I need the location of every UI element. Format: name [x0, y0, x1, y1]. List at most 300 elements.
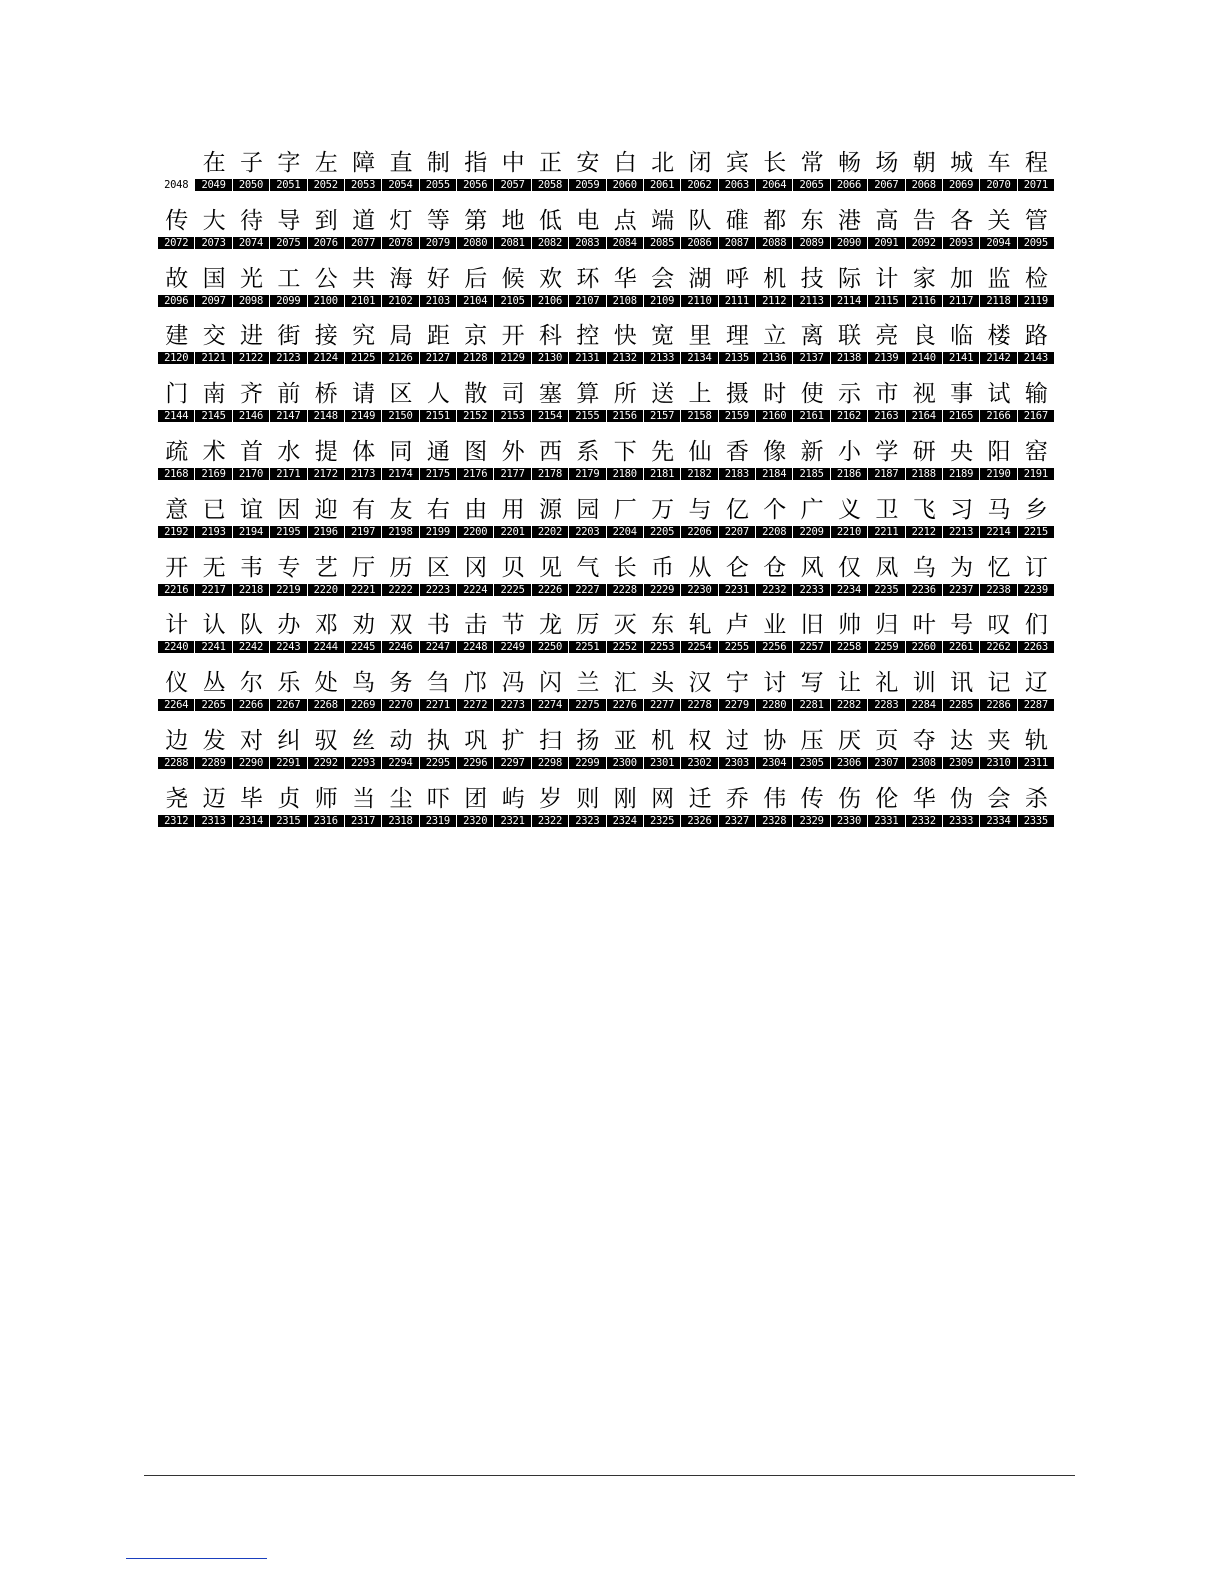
- character-glyph: 凤: [875, 554, 899, 581]
- character-glyph: 后: [464, 265, 488, 292]
- character-glyph: 队: [239, 612, 263, 639]
- character-code-label: 2128: [457, 352, 493, 364]
- table-row: [158, 495, 1055, 553]
- character-glyph: 艺: [314, 554, 338, 581]
- character-glyph: 订: [1024, 554, 1048, 581]
- character-code-label: 2104: [457, 295, 493, 307]
- character-glyph: 海: [389, 265, 413, 292]
- character-glyph: 广: [800, 496, 824, 523]
- character-code-label: 2184: [756, 468, 792, 480]
- character-code-label: 2233: [793, 584, 829, 596]
- character-code-label: 2277: [644, 699, 680, 711]
- character-cell: [793, 264, 830, 308]
- character-code-label: 2094: [980, 237, 1016, 249]
- character-code-label: 2105: [494, 295, 530, 307]
- character-code-label: 2210: [831, 526, 867, 538]
- character-code-label: 2079: [420, 237, 456, 249]
- character-cell: [756, 206, 793, 250]
- character-code-label: 2217: [195, 584, 231, 596]
- character-glyph: 驭: [314, 727, 338, 754]
- character-code-label: 2227: [569, 584, 605, 596]
- table-row: [158, 437, 1055, 495]
- character-code-label: 2229: [644, 584, 680, 596]
- character-cell: [494, 379, 531, 423]
- character-glyph: 碓: [725, 207, 749, 234]
- character-code-label: 2256: [756, 641, 792, 653]
- character-cell: [494, 668, 531, 712]
- character-glyph: 当: [352, 785, 376, 812]
- character-glyph: 务: [389, 670, 413, 697]
- character-glyph: 体: [352, 438, 376, 465]
- character-cell: [719, 206, 756, 250]
- character-code-label: 2108: [607, 295, 643, 307]
- character-code-label: 2145: [195, 410, 231, 422]
- character-glyph: 道: [352, 207, 376, 234]
- character-code-label: 2258: [831, 641, 867, 653]
- character-cell: [681, 321, 718, 365]
- character-code-label: 2318: [382, 815, 418, 827]
- character-glyph: 告: [912, 207, 936, 234]
- character-glyph: 好: [426, 265, 450, 292]
- character-code-label: 2269: [345, 699, 381, 711]
- character-glyph: 轨: [1024, 727, 1048, 754]
- character-glyph: 塞: [538, 381, 562, 408]
- character-code-label: 2151: [420, 410, 456, 422]
- character-code-label: 2293: [345, 757, 381, 769]
- character-code-label: 2195: [270, 526, 306, 538]
- character-cell: [457, 148, 494, 192]
- character-code-label: 2124: [308, 352, 344, 364]
- character-code-label: 2147: [270, 410, 306, 422]
- character-code-label: 2287: [1018, 699, 1054, 711]
- character-cell: [943, 437, 980, 481]
- character-cell: [943, 495, 980, 539]
- character-cell: [980, 437, 1017, 481]
- character-cell: [906, 668, 943, 712]
- character-glyph: 会: [651, 265, 675, 292]
- character-glyph: 待: [239, 207, 263, 234]
- character-cell: [457, 206, 494, 250]
- character-cell: [868, 206, 905, 250]
- character-code-label: 2207: [719, 526, 755, 538]
- character-code-label: 2221: [345, 584, 381, 596]
- character-cell: [158, 553, 195, 597]
- character-code-label: 2062: [681, 179, 717, 191]
- character-cell: [756, 379, 793, 423]
- character-glyph: 术: [202, 438, 226, 465]
- character-cell: [457, 553, 494, 597]
- character-glyph: 路: [1024, 323, 1048, 350]
- character-code-label: 2123: [270, 352, 306, 364]
- character-glyph: 仑: [725, 554, 749, 581]
- character-cell: [345, 668, 382, 712]
- character-glyph: 贞: [277, 785, 301, 812]
- character-code-label: 2231: [719, 584, 755, 596]
- character-glyph: 算: [576, 381, 600, 408]
- character-code-label: 2068: [906, 179, 942, 191]
- character-cell: [532, 495, 569, 539]
- character-cell: [457, 379, 494, 423]
- character-code-label: 2222: [382, 584, 418, 596]
- character-glyph: 下: [613, 438, 637, 465]
- character-glyph: 研: [912, 438, 936, 465]
- character-code-label: 2328: [756, 815, 792, 827]
- character-glyph: 击: [464, 612, 488, 639]
- character-code-label: 2092: [906, 237, 942, 249]
- character-code-label: 2154: [532, 410, 568, 422]
- character-glyph: 京: [464, 323, 488, 350]
- character-code-label: 2246: [382, 641, 418, 653]
- character-cell: [532, 668, 569, 712]
- character-cell: [494, 610, 531, 654]
- character-glyph: 伪: [950, 785, 974, 812]
- character-code-label: 2063: [719, 179, 755, 191]
- character-cell: [569, 379, 606, 423]
- character-cell: [868, 784, 905, 828]
- character-cell: [793, 437, 830, 481]
- character-cell: [831, 206, 868, 250]
- character-cell: [382, 206, 419, 250]
- character-cell: [569, 495, 606, 539]
- character-code-label: 2254: [681, 641, 717, 653]
- character-code-label: 2156: [607, 410, 643, 422]
- character-glyph: 有: [352, 496, 376, 523]
- character-glyph: 港: [837, 207, 861, 234]
- character-glyph: 传: [800, 785, 824, 812]
- character-cell: [1018, 264, 1055, 308]
- character-code-label: 2070: [980, 179, 1016, 191]
- character-glyph: 区: [426, 554, 450, 581]
- character-cell: [831, 264, 868, 308]
- character-cell: [420, 206, 457, 250]
- character-glyph: 国: [202, 265, 226, 292]
- character-glyph: 因: [277, 496, 301, 523]
- character-glyph: 故: [165, 265, 189, 292]
- character-cell: [868, 495, 905, 539]
- character-cell: [345, 148, 382, 192]
- character-cell: [719, 726, 756, 770]
- character-cell: [756, 148, 793, 192]
- character-cell: [382, 495, 419, 539]
- character-glyph: 建: [165, 323, 189, 350]
- character-cell: [195, 726, 232, 770]
- character-cell: [831, 553, 868, 597]
- character-cell: [233, 148, 270, 192]
- table-row: [158, 321, 1055, 379]
- character-code-label: 2143: [1018, 352, 1054, 364]
- character-code-label: 2268: [308, 699, 344, 711]
- character-code-label: 2225: [494, 584, 530, 596]
- character-cell: [681, 553, 718, 597]
- character-glyph: 交: [202, 323, 226, 350]
- character-cell: [158, 437, 195, 481]
- character-cell: [644, 726, 681, 770]
- character-cell: [906, 206, 943, 250]
- character-glyph: 头: [651, 670, 675, 697]
- character-cell: [345, 610, 382, 654]
- character-glyph: 工: [277, 265, 301, 292]
- character-cell: [233, 610, 270, 654]
- character-code-label: 2241: [195, 641, 231, 653]
- character-code-label: 2280: [756, 699, 792, 711]
- character-code-label: 2163: [868, 410, 904, 422]
- character-code-label: 2234: [831, 584, 867, 596]
- table-row: [158, 784, 1055, 842]
- character-code-label: 2325: [644, 815, 680, 827]
- character-cell: [868, 726, 905, 770]
- character-cell: [831, 495, 868, 539]
- character-cell: [607, 148, 644, 192]
- character-cell: [308, 610, 345, 654]
- character-code-label: 2285: [943, 699, 979, 711]
- character-code-label: 2127: [420, 352, 456, 364]
- character-code-label: 2214: [980, 526, 1016, 538]
- character-cell: [793, 784, 830, 828]
- character-code-label: 2173: [345, 468, 381, 480]
- character-code-label: 2080: [457, 237, 493, 249]
- character-cell: [457, 321, 494, 365]
- character-code-label: 2320: [457, 815, 493, 827]
- character-glyph: 前: [277, 381, 301, 408]
- character-code-label: 2130: [532, 352, 568, 364]
- character-cell: [681, 379, 718, 423]
- character-glyph: 动: [389, 727, 413, 754]
- character-cell: [158, 726, 195, 770]
- character-code-label: 2176: [457, 468, 493, 480]
- character-glyph: 讯: [950, 670, 974, 697]
- character-cell: [943, 668, 980, 712]
- character-cell: [980, 148, 1017, 192]
- character-glyph: 边: [165, 727, 189, 754]
- character-code-label: 2255: [719, 641, 755, 653]
- character-code-label: 2262: [980, 641, 1016, 653]
- character-glyph: 中: [501, 150, 525, 176]
- character-glyph: 厌: [837, 727, 861, 754]
- character-glyph: 在: [202, 150, 226, 176]
- character-cell: [831, 148, 868, 192]
- character-code-label: 2259: [868, 641, 904, 653]
- character-cell: [270, 437, 307, 481]
- character-code-label: 2271: [420, 699, 456, 711]
- character-cell: [1018, 495, 1055, 539]
- character-code-label: 2334: [980, 815, 1016, 827]
- character-cell: [158, 379, 195, 423]
- character-code-label: 2112: [756, 295, 792, 307]
- character-glyph: 离: [800, 323, 824, 350]
- character-code-label: 2110: [681, 295, 717, 307]
- character-cell: [345, 264, 382, 308]
- character-cell: [233, 553, 270, 597]
- character-cell: [607, 784, 644, 828]
- character-cell: [719, 668, 756, 712]
- character-glyph: 辽: [1024, 670, 1048, 697]
- character-code-label: 2213: [943, 526, 979, 538]
- character-cell: [494, 726, 531, 770]
- character-cell: [270, 264, 307, 308]
- character-glyph: 正: [538, 150, 562, 176]
- character-glyph: 区: [389, 381, 413, 408]
- character-glyph: 乐: [277, 670, 301, 697]
- character-cell: [420, 668, 457, 712]
- character-cell: [345, 379, 382, 423]
- character-cell: [457, 784, 494, 828]
- character-code-label: 2193: [195, 526, 231, 538]
- character-glyph: 无: [202, 554, 226, 581]
- character-cell: [158, 264, 195, 308]
- character-glyph: 网: [651, 785, 675, 812]
- character-cell: [831, 726, 868, 770]
- character-glyph: 扫: [538, 727, 562, 754]
- character-cell: [308, 784, 345, 828]
- character-code-label: 2270: [382, 699, 418, 711]
- character-code-label: 2096: [158, 295, 194, 307]
- character-code-label: 2136: [756, 352, 792, 364]
- character-glyph: 公: [314, 265, 338, 292]
- character-code-label: 2265: [195, 699, 231, 711]
- character-glyph: 邝: [464, 670, 488, 697]
- character-glyph: 用: [501, 496, 525, 523]
- character-cell: [756, 726, 793, 770]
- character-cell: [233, 668, 270, 712]
- character-cell: [457, 610, 494, 654]
- character-glyph: 讨: [763, 670, 787, 697]
- character-code-label: 2153: [494, 410, 530, 422]
- character-glyph: 卢: [725, 612, 749, 639]
- character-glyph: 亚: [613, 727, 637, 754]
- character-code-label: 2168: [158, 468, 194, 480]
- character-code-label: 2209: [793, 526, 829, 538]
- character-cell: [532, 379, 569, 423]
- character-cell: [793, 321, 830, 365]
- character-glyph: 旧: [800, 612, 824, 639]
- character-cell: [1018, 379, 1055, 423]
- character-code-label: 2251: [569, 641, 605, 653]
- character-cell: [868, 264, 905, 308]
- character-glyph: 到: [314, 207, 338, 234]
- character-cell: [345, 553, 382, 597]
- character-code-label: 2296: [457, 757, 493, 769]
- character-glyph: 管: [1024, 207, 1048, 234]
- character-glyph: 纠: [277, 727, 301, 754]
- character-code-label: 2175: [420, 468, 456, 480]
- character-code-label: 2058: [532, 179, 568, 191]
- character-code-label: 2300: [607, 757, 643, 769]
- character-glyph: 发: [202, 727, 226, 754]
- character-glyph: 吓: [426, 785, 450, 812]
- character-code-label: 2289: [195, 757, 231, 769]
- character-glyph: 历: [389, 554, 413, 581]
- character-code-label: 2330: [831, 815, 867, 827]
- character-cell: [420, 437, 457, 481]
- character-glyph: 接: [314, 323, 338, 350]
- character-glyph: 联: [837, 323, 861, 350]
- character-glyph: 左: [314, 150, 338, 176]
- character-cell: [1018, 437, 1055, 481]
- character-cell: [270, 148, 307, 192]
- character-glyph: 白: [613, 150, 637, 176]
- character-glyph: 上: [688, 381, 712, 408]
- character-glyph: 理: [725, 323, 749, 350]
- footnote-separator: [126, 1558, 267, 1559]
- character-code-label: 2261: [943, 641, 979, 653]
- character-cell: [233, 726, 270, 770]
- character-code-label: 2232: [756, 584, 792, 596]
- character-code-label: 2223: [420, 584, 456, 596]
- character-glyph: 书: [426, 612, 450, 639]
- character-cell: [195, 553, 232, 597]
- table-row: [158, 610, 1055, 668]
- character-glyph: 直: [389, 150, 413, 176]
- character-cell: [457, 264, 494, 308]
- character-glyph: 鸟: [352, 670, 376, 697]
- character-code-label: 2236: [906, 584, 942, 596]
- character-cell: [382, 321, 419, 365]
- character-cell: [943, 321, 980, 365]
- character-glyph: 迈: [202, 785, 226, 812]
- character-cell: [719, 784, 756, 828]
- character-glyph: 风: [800, 554, 824, 581]
- character-code-label: 2267: [270, 699, 306, 711]
- character-code-label: 2238: [980, 584, 1016, 596]
- character-code-label: 2189: [943, 468, 979, 480]
- character-cell: [906, 321, 943, 365]
- character-code-label: 2157: [644, 410, 680, 422]
- character-cell: [1018, 321, 1055, 365]
- character-glyph: 试: [987, 381, 1011, 408]
- character-cell: [457, 437, 494, 481]
- character-code-label: 2113: [793, 295, 829, 307]
- character-cell: [308, 495, 345, 539]
- character-code-label: 2224: [457, 584, 493, 596]
- character-cell: [494, 553, 531, 597]
- character-cell: [195, 668, 232, 712]
- character-cell: [308, 726, 345, 770]
- character-cell: [569, 553, 606, 597]
- character-cell: [420, 321, 457, 365]
- character-glyph: 送: [651, 381, 675, 408]
- character-cell: [382, 437, 419, 481]
- character-glyph: 加: [950, 265, 974, 292]
- character-code-label: 2107: [569, 295, 605, 307]
- character-cell: [681, 610, 718, 654]
- character-cell: [607, 553, 644, 597]
- character-code-label: 2281: [793, 699, 829, 711]
- character-cell: [719, 379, 756, 423]
- character-cell: [308, 148, 345, 192]
- table-row: [158, 379, 1055, 437]
- character-code-label: 2331: [868, 815, 904, 827]
- character-glyph: 市: [875, 381, 899, 408]
- character-code-label: 2188: [906, 468, 942, 480]
- character-glyph: 汇: [613, 670, 637, 697]
- character-code-label: 2301: [644, 757, 680, 769]
- character-code-label: 2050: [233, 179, 269, 191]
- character-glyph: 迁: [688, 785, 712, 812]
- character-code-label: 2220: [308, 584, 344, 596]
- character-cell: [719, 321, 756, 365]
- character-cell: [980, 379, 1017, 423]
- character-cell: [158, 495, 195, 539]
- character-glyph: 刍: [426, 670, 450, 697]
- character-glyph: 香: [725, 438, 749, 465]
- character-code-label: 2172: [308, 468, 344, 480]
- character-code-label: 2159: [719, 410, 755, 422]
- character-cell: [158, 148, 195, 192]
- character-cell: [532, 264, 569, 308]
- character-glyph: 城: [950, 150, 974, 176]
- character-code-label: 2061: [644, 179, 680, 191]
- character-glyph: 等: [426, 207, 450, 234]
